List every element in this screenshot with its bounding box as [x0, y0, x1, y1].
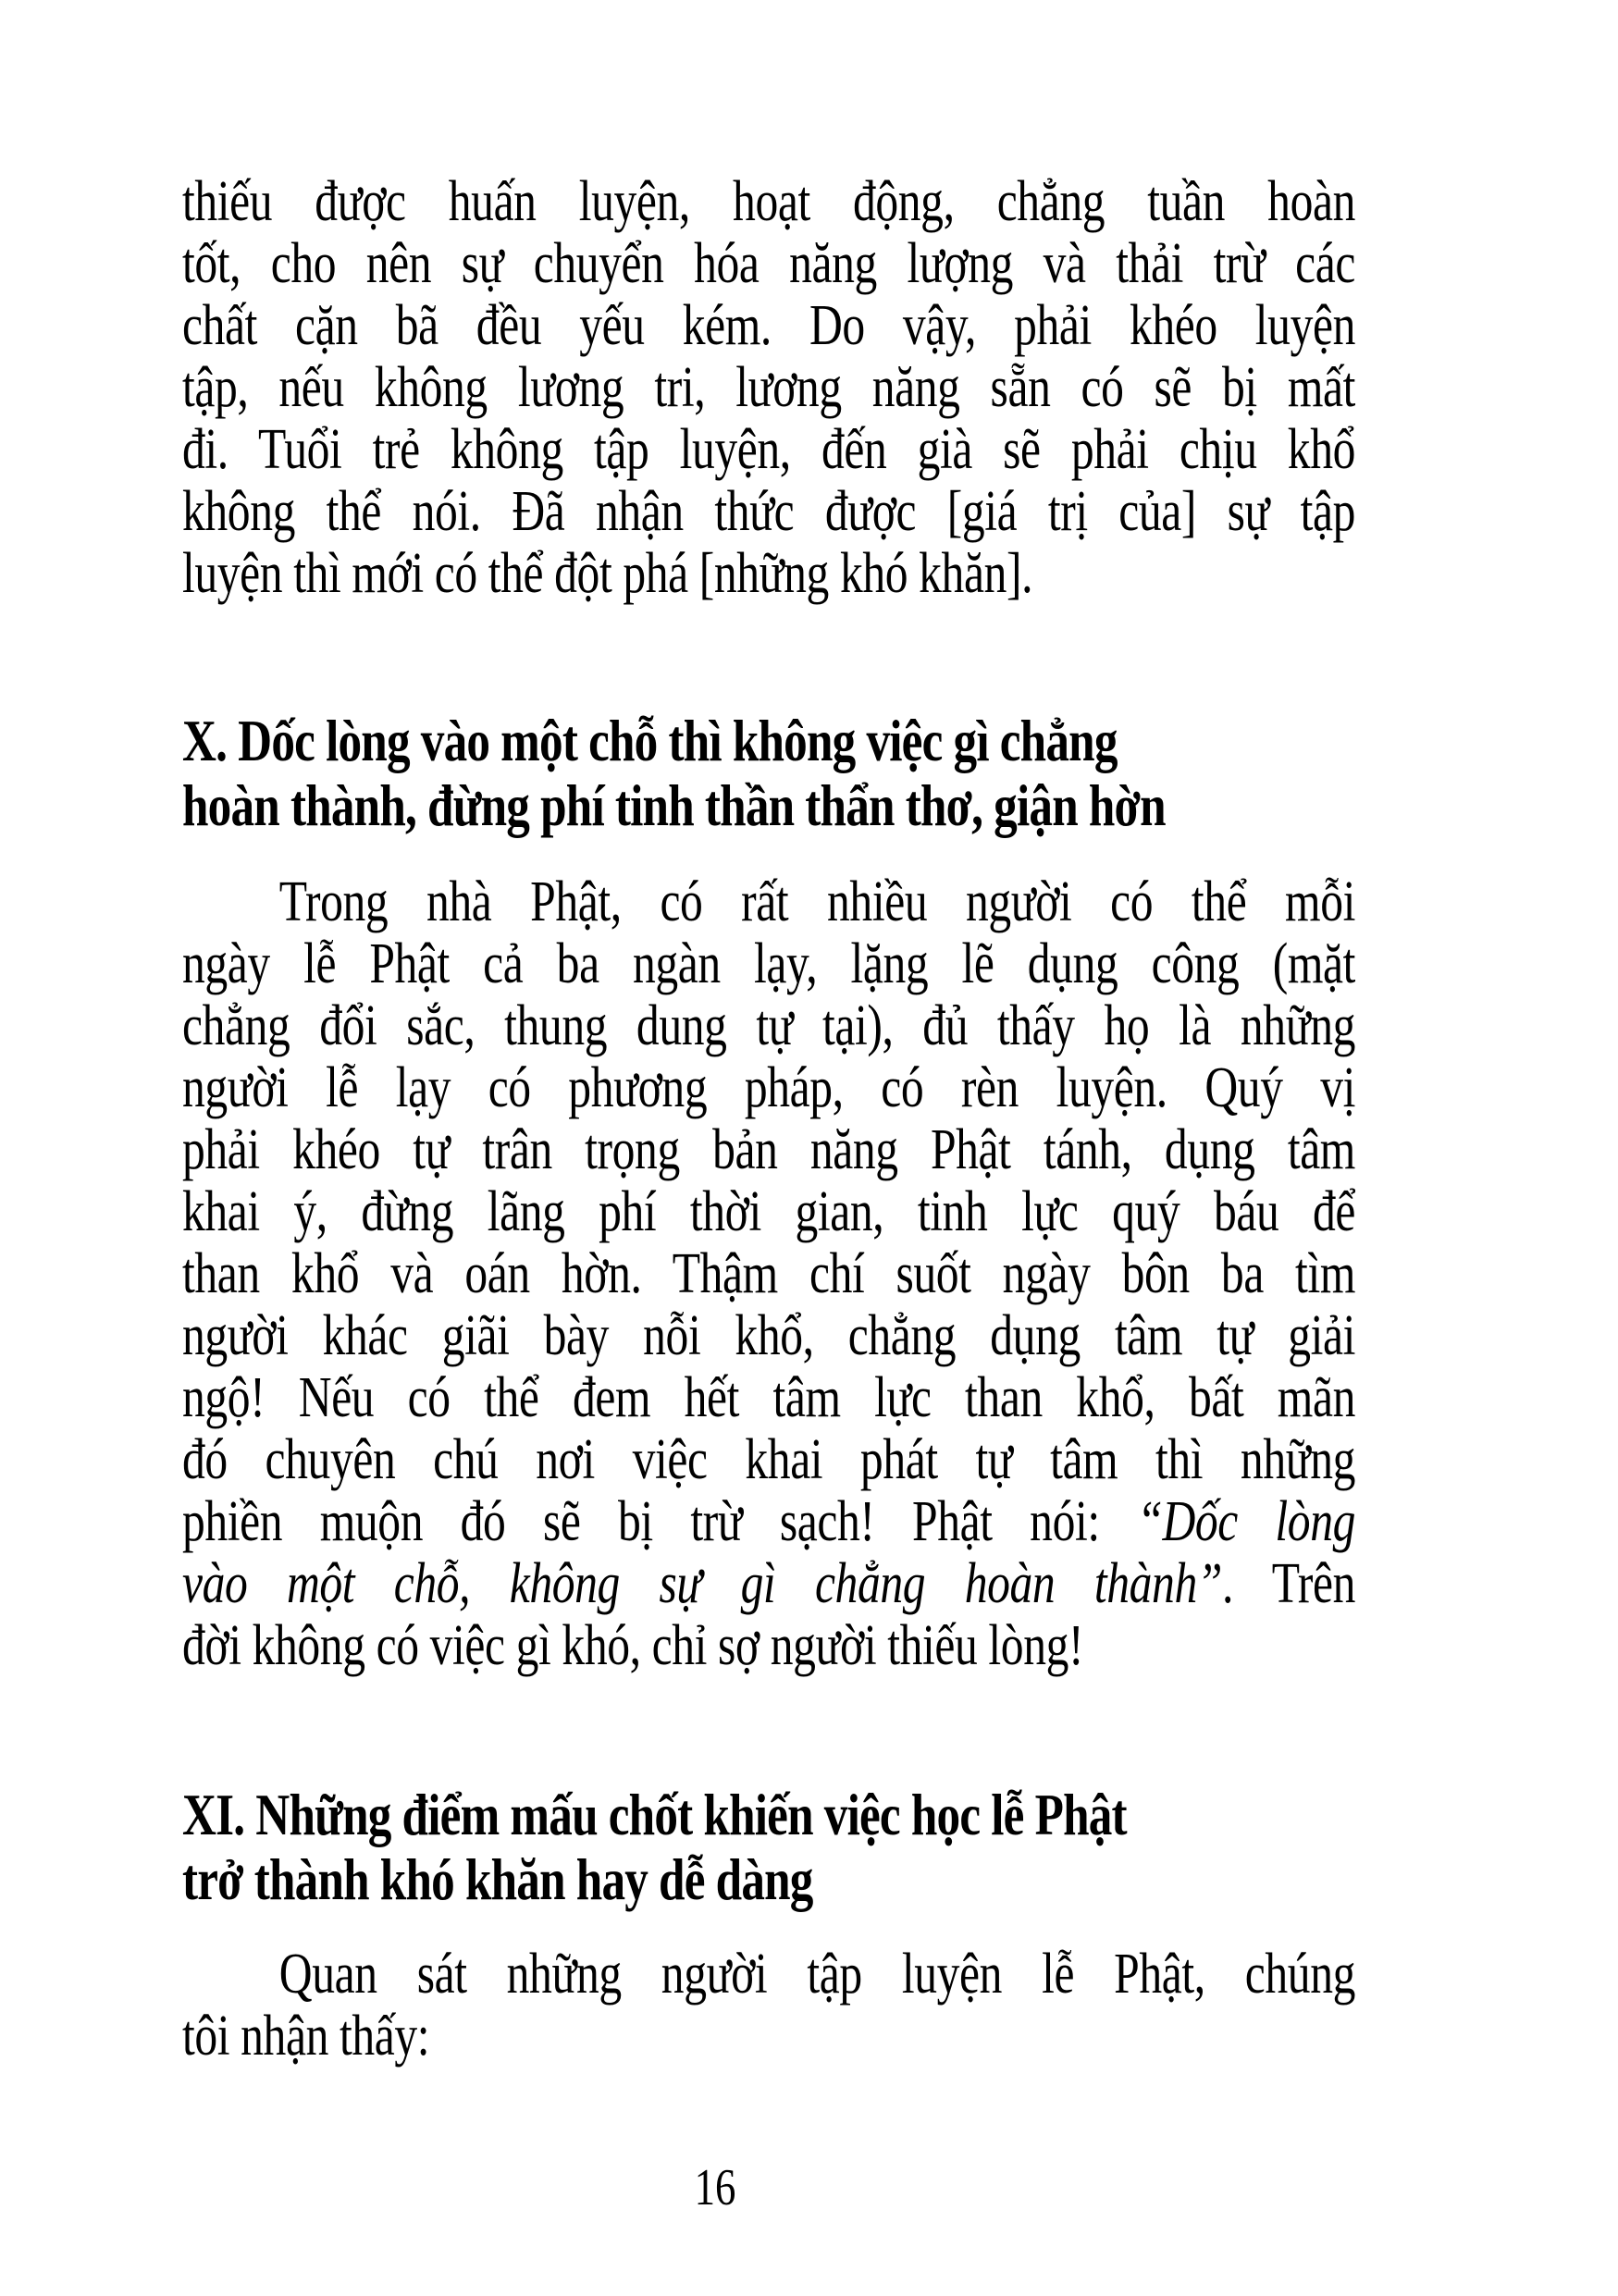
text-line: chẳng đổi sắc, thung dung tự tại), đủ thấy họ là những: [182, 995, 1355, 1057]
text-run: phiền muộn đó sẽ bị trừ sạch! Phật nói:: [182, 1491, 1138, 1553]
text-line: đó chuyên chú nơi việc khai phát tự tâm thì những: [182, 1429, 1355, 1491]
text-line: ngày lễ Phật cả ba ngàn lạy, lặng lẽ dụng công (mặt: [182, 933, 1355, 995]
paragraph-section-xi: [182, 1944, 1355, 2068]
section-heading-x: [182, 709, 1355, 838]
heading-line: XI. Những điểm mấu chốt khiến việc học lễ Phật: [182, 1783, 1127, 1847]
text-line: không thể nói. Đã nhận thức được [giá trị của] sự tập: [182, 481, 1355, 543]
text-line: đời không có việc gì khó, chỉ sợ người thiếu lòng!: [182, 1615, 1084, 1677]
text-line: khai ý, đừng lãng phí thời gian, tinh lực quý báu để: [182, 1181, 1355, 1243]
text-line: Quan sát những người tập luyện lễ Phật, chúng: [278, 1944, 1355, 2006]
text-line: tôi nhận thấy:: [182, 2006, 430, 2068]
text-line: người lễ lạy có phương pháp, có rèn luyện. Quý vị: [182, 1057, 1355, 1119]
text-line: [182, 1553, 1355, 1615]
text-line: luyện thì mới có thể đột phá [những khó khăn].: [182, 543, 1033, 605]
heading-line: trở thành khó khăn hay dễ dàng: [182, 1847, 813, 1912]
text-line: tập, nếu không lương tri, lương năng sẵn có sẽ bị mất: [182, 357, 1355, 419]
text-line: ngộ! Nếu có thể đem hết tâm lực than khổ, bất mãn: [182, 1367, 1355, 1429]
text-line: than khổ và oán hờn. Thậm chí suốt ngày bôn ba tìm: [182, 1243, 1355, 1305]
text-line: phải khéo tự trân trọng bản năng Phật tánh, dụng tâm: [182, 1119, 1355, 1181]
text-run: . Trên: [1222, 1553, 1355, 1615]
text-line: [182, 1491, 1355, 1553]
paragraph-section-x: [182, 871, 1355, 1677]
heading-line: hoàn thành, đừng phí tinh thần thẩn thơ, giận hờn: [182, 773, 1166, 838]
section-heading-xi: [182, 1783, 1355, 1912]
text-line: người khác giãi bày nỗi khổ, chẳng dụng tâm tự giải: [182, 1305, 1355, 1367]
quote-text-run: “Dốc lòng: [1137, 1491, 1355, 1553]
quote-text-run: vào một chỗ, không sự gì chẳng hoàn thành”: [182, 1553, 1223, 1615]
text-line: thiếu được huấn luyện, hoạt động, chẳng tuần hoàn: [182, 171, 1355, 233]
page-number: 16: [694, 2159, 736, 2216]
text-line: Trong nhà Phật, có rất nhiều người có thể mỗi: [278, 871, 1355, 933]
paragraph-continuation: [182, 171, 1355, 605]
text-line: đi. Tuổi trẻ không tập luyện, đến già sẽ phải chịu khổ: [182, 419, 1355, 481]
text-line: chất cặn bã đều yếu kém. Do vậy, phải khéo luyện: [182, 295, 1355, 357]
text-column: [182, 171, 1355, 2216]
heading-line: X. Dốc lòng vào một chỗ thì không việc gì chẳng: [182, 709, 1118, 773]
text-line: tốt, cho nên sự chuyển hóa năng lượng và thải trừ các: [182, 233, 1355, 295]
